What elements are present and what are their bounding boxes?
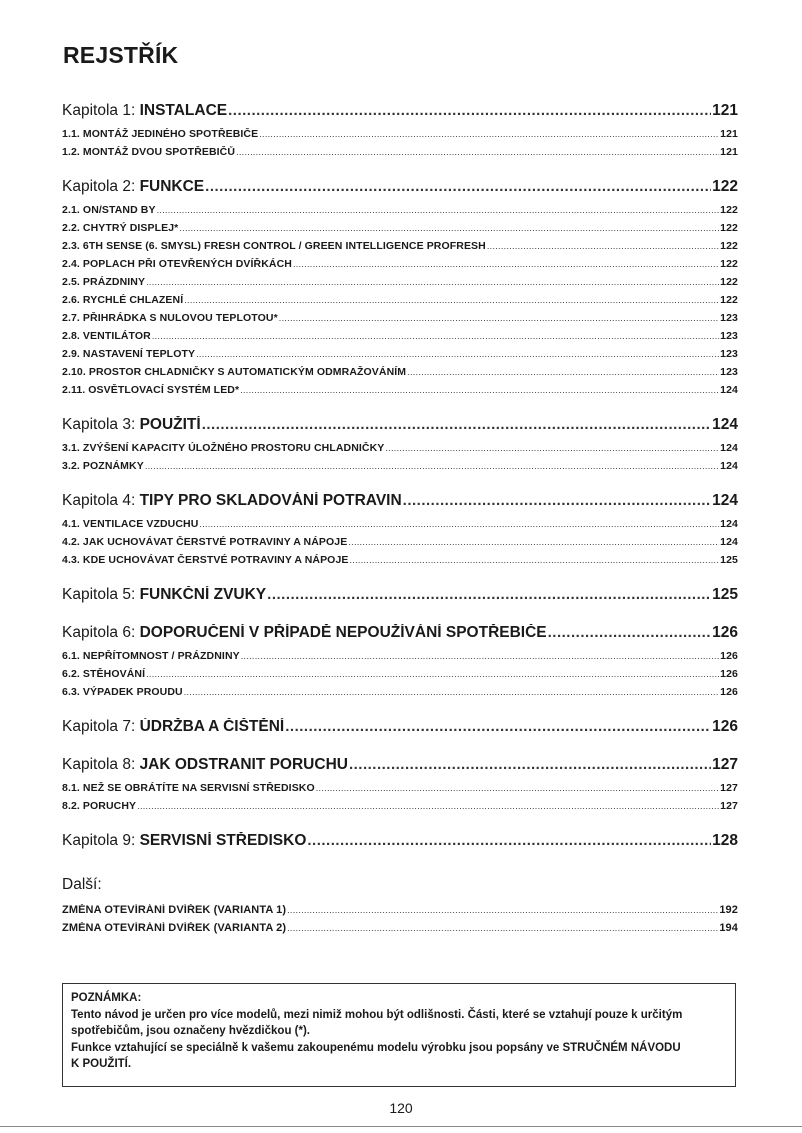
chapter-label [62, 586, 266, 604]
section-page: 126 [720, 650, 738, 662]
chapter-label [62, 492, 402, 510]
section-label: 6.3. VÝPADEK PROUDU [62, 686, 183, 698]
section-row [62, 222, 738, 240]
section-page: 121 [720, 146, 738, 158]
dot-leader [205, 178, 711, 195]
page-number: 120 [389, 1100, 413, 1116]
bottom-rule [0, 1126, 802, 1127]
section-page: 124 [720, 518, 738, 530]
section-label: 1.1. MONTÁŽ JEDINÉHO SPOTŘEBIČE [62, 128, 259, 140]
chapter-name: TIPY PRO SKLADOVÁNÍ POTRAVIN [139, 492, 402, 509]
dot-leader [184, 295, 719, 305]
section-page: 126 [720, 686, 738, 698]
chapter-prefix: Kapitola 9: [62, 832, 140, 849]
chapter-label [62, 416, 201, 434]
dot-leader [350, 555, 720, 565]
section-page: 124 [720, 442, 738, 454]
other-page: 192 [719, 904, 738, 916]
section-label: 2.11. OSVĚTLOVACÍ SYSTÉM LED* [62, 384, 240, 396]
note-line: spotřebičům, jsou označeny hvězdičkou (*). [71, 1025, 310, 1037]
chapter-name: POUŽITÍ [139, 416, 201, 433]
chapter-row [62, 586, 738, 610]
section-row [62, 518, 738, 536]
section-page: 123 [720, 330, 738, 342]
section-page: 123 [720, 366, 738, 378]
section-page: 122 [720, 294, 738, 306]
chapter-prefix: Kapitola 4: [62, 492, 140, 509]
section-row [62, 536, 738, 554]
section-row [62, 204, 738, 222]
chapter-row [62, 718, 738, 742]
dot-leader [267, 586, 711, 603]
section-page: 122 [720, 204, 738, 216]
dot-leader [240, 385, 719, 395]
chapter-row [62, 416, 738, 440]
dot-leader [285, 718, 711, 735]
section-row [62, 240, 738, 258]
chapter-name: JAK ODSTRANIT PORUCHU [139, 756, 348, 773]
note-box [62, 983, 736, 1087]
table-of-contents [62, 102, 738, 940]
dot-leader [279, 313, 719, 323]
chapter-block [62, 586, 738, 610]
chapter-name: INSTALACE [139, 102, 228, 119]
chapter-page: 128 [712, 832, 738, 849]
section-label: 2.2. CHYTRÝ DISPLEJ* [62, 222, 179, 234]
chapter-prefix: Kapitola 1: [62, 102, 140, 119]
chapter-label [62, 718, 284, 736]
section-page: 122 [720, 276, 738, 288]
section-label: 6.1. NEPŘÍTOMNOST / PRÁZDNINY [62, 650, 240, 662]
chapter-block [62, 492, 738, 572]
section-row [62, 554, 738, 572]
chapter-block [62, 102, 738, 164]
section-label: 1.2. MONTÁŽ DVOU SPOTŘEBIČŮ [62, 146, 236, 158]
section-page: 124 [720, 460, 738, 472]
section-row [62, 686, 738, 704]
dot-leader [293, 259, 719, 269]
other-row [62, 922, 738, 940]
chapter-name: FUNKCE [139, 178, 205, 195]
chapter-prefix: Kapitola 5: [62, 586, 140, 603]
section-label: 2.9. NASTAVENÍ TEPLOTY [62, 348, 196, 360]
dot-leader [184, 687, 719, 697]
section-page: 122 [720, 258, 738, 270]
section-row [62, 312, 738, 330]
section-label: 3.1. ZVÝŠENÍ KAPACITY ÚLOŽNÉHO PROSTORU CHLADNIČKY [62, 442, 385, 454]
chapter-prefix: Kapitola 3: [62, 416, 140, 433]
chapter-row [62, 492, 738, 516]
section-page: 124 [720, 384, 738, 396]
dot-leader [137, 801, 719, 811]
dot-leader [228, 102, 711, 119]
section-row [62, 258, 738, 276]
chapter-prefix: Kapitola 7: [62, 718, 140, 735]
chapter-label [62, 178, 204, 196]
section-page: 124 [720, 536, 738, 548]
chapter-row [62, 756, 738, 780]
dot-leader [287, 905, 718, 915]
chapter-row [62, 832, 738, 856]
section-page: 127 [720, 800, 738, 812]
section-label: 4.2. JAK UCHOVÁVAT ČERSTVÉ POTRAVINY A NÁPOJE [62, 536, 348, 548]
section-row [62, 442, 738, 460]
chapter-prefix: Kapitola 2: [62, 178, 140, 195]
section-label: 4.3. KDE UCHOVÁVAT ČERSTVÉ POTRAVINY A NÁPOJE [62, 554, 349, 566]
dot-leader [259, 129, 719, 139]
dot-leader [349, 756, 711, 773]
section-label: 2.5. PRÁZDNINY [62, 276, 146, 288]
section-label: 2.6. RYCHLÉ CHLAZENÍ [62, 294, 184, 306]
section-page: 126 [720, 668, 738, 680]
dot-leader [202, 416, 711, 433]
section-row [62, 348, 738, 366]
section-row [62, 800, 738, 818]
page-title: REJSTŘÍK [63, 42, 179, 68]
note-line: K POUŽITÍ. [71, 1058, 132, 1070]
section-label: 8.2. PORUCHY [62, 800, 137, 812]
chapter-page: 127 [712, 756, 738, 773]
chapter-name: FUNKČNÍ ZVUKY [139, 586, 267, 603]
dot-leader [236, 147, 719, 157]
section-page: 121 [720, 128, 738, 140]
chapter-name: DOPORUČENÍ V PŘÍPADĚ NEPOUŽÍVÁNÍ SPOTŘEBIČE [139, 624, 547, 641]
note-line: Tento návod je určen pro více modelů, mezi nimiž mohou být odlišnosti. Části, které se vztahují pouze k určitým [71, 1008, 683, 1021]
dot-leader [152, 331, 719, 341]
dot-leader [199, 519, 719, 529]
chapter-row [62, 624, 738, 648]
section-label: 2.4. POPLACH PŘI OTEVŘENÝCH DVÍŘKÁCH [62, 258, 292, 270]
dot-leader [403, 492, 711, 509]
other-label: ZMĚNA OTEVÍRÁNÍ DVÍŘEK (VARIANTA 2) [62, 922, 287, 934]
section-row [62, 650, 738, 668]
chapter-row [62, 102, 738, 126]
chapter-page: 121 [712, 102, 738, 119]
section-label: 2.8. VENTILÁTOR [62, 330, 151, 342]
chapter-name: ÚDRŽBA A ČIŠTĚNÍ [139, 718, 285, 735]
section-label: 2.7. PŘIHRÁDKA S NULOVOU TEPLOTOU* [62, 312, 278, 324]
dot-leader [348, 537, 719, 547]
dot-leader [548, 624, 711, 641]
chapter-label [62, 756, 348, 774]
note-title: POZNÁMKA: [71, 992, 142, 1004]
section-label: 2.1. ON/STAND BY [62, 204, 156, 216]
chapter-page: 126 [712, 718, 738, 735]
dot-leader [179, 223, 719, 233]
section-row [62, 330, 738, 348]
dot-leader [307, 832, 711, 849]
section-page: 123 [720, 312, 738, 324]
chapter-label [62, 102, 227, 120]
section-row [62, 276, 738, 294]
section-page: 127 [720, 782, 738, 794]
section-label: 3.2. POZNÁMKY [62, 460, 144, 472]
section-row [62, 366, 738, 384]
chapter-block [62, 624, 738, 704]
chapter-label [62, 624, 547, 642]
section-row [62, 128, 738, 146]
chapter-page: 126 [712, 624, 738, 641]
chapter-block [62, 832, 738, 856]
dot-leader [487, 241, 719, 251]
other-label: ZMĚNA OTEVÍRÁNÍ DVÍŘEK (VARIANTA 1) [62, 904, 287, 916]
section-page: 122 [720, 240, 738, 252]
section-page: 123 [720, 348, 738, 360]
other-page: 194 [719, 922, 738, 934]
section-label: 4.1. VENTILACE VZDUCHU [62, 518, 199, 530]
dot-leader [157, 205, 720, 215]
chapter-block [62, 718, 738, 742]
section-label: 6.2. STĚHOVÁNÍ [62, 668, 146, 680]
section-row [62, 146, 738, 164]
chapter-prefix: Kapitola 6: [62, 624, 140, 641]
chapter-block [62, 416, 738, 478]
chapter-label [62, 832, 306, 850]
note-line: Funkce vztahující se speciálně k vašemu zakoupenému modelu výrobku jsou popsány ve STRUČNÉM NÁVODU [71, 1041, 681, 1054]
dot-leader [287, 923, 718, 933]
section-row [62, 384, 738, 402]
dot-leader [241, 651, 719, 661]
section-row [62, 668, 738, 686]
chapter-block [62, 756, 738, 818]
chapter-row [62, 178, 738, 202]
section-row [62, 782, 738, 800]
chapter-page: 122 [712, 178, 738, 195]
chapter-page: 124 [712, 492, 738, 509]
dot-leader [407, 367, 719, 377]
section-row [62, 294, 738, 312]
section-page: 122 [720, 222, 738, 234]
section-label: 2.3. 6TH SENSE (6. SMYSL) FRESH CONTROL / GREEN INTELLIGENCE PROFRESH [62, 240, 486, 252]
dot-leader [196, 349, 719, 359]
chapter-prefix: Kapitola 8: [62, 756, 140, 773]
dot-leader [385, 443, 719, 453]
dot-leader [146, 277, 719, 287]
section-row [62, 460, 738, 478]
section-label: 2.10. PROSTOR CHLADNIČKY S AUTOMATICKÝM ODMRAŽOVÁNÍM [62, 366, 407, 378]
chapter-name: SERVISNÍ STŘEDISKO [139, 832, 307, 849]
section-label: 8.1. NEŽ SE OBRÁTÍTE NA SERVISNÍ STŘEDISKO [62, 782, 315, 794]
chapter-page: 125 [712, 586, 738, 603]
dot-leader [146, 669, 719, 679]
dot-leader [145, 461, 719, 471]
chapter-page: 124 [712, 416, 738, 433]
section-page: 125 [720, 554, 738, 566]
other-row [62, 904, 738, 922]
dot-leader [316, 783, 719, 793]
chapter-block [62, 178, 738, 402]
other-title: Další: [62, 876, 102, 893]
